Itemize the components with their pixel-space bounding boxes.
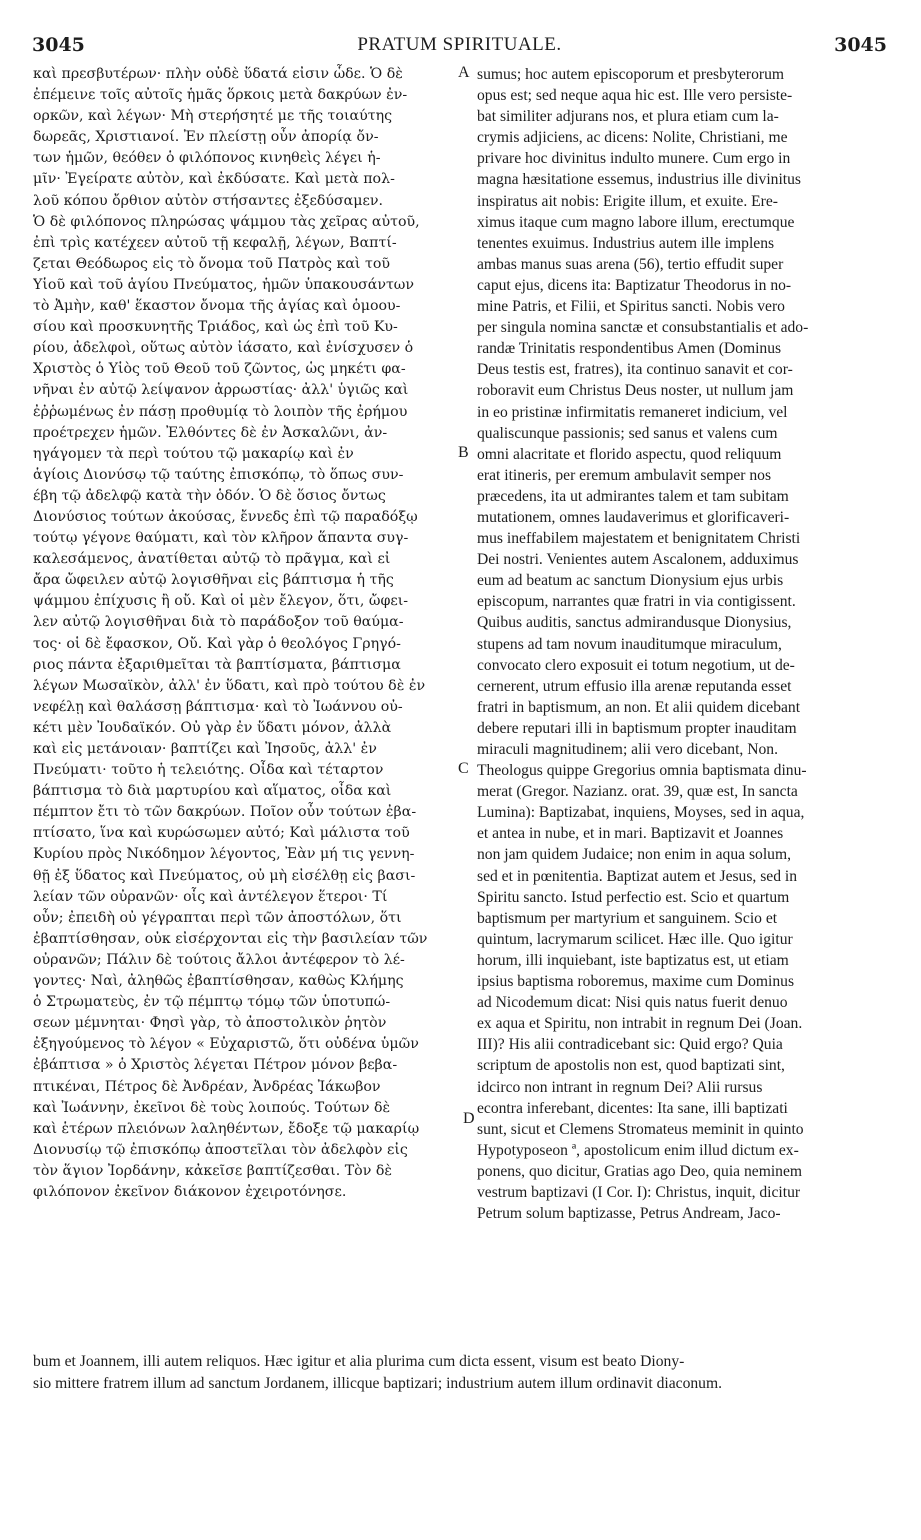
- greek-text-line: οὐρανῶν; Πάλιν δὲ τούτοις ἄλλοι ἀντέφερον τὸ λέ-: [33, 951, 405, 968]
- latin-text-line: caput ejus, dicens ita: Baptizatur Theodorus in no-: [477, 276, 792, 294]
- greek-text-line: ἐπὶ τρὶς κατέχεεν αὐτοῦ τῇ κεφαλῇ, λέγων, Βαπτί-: [33, 234, 397, 251]
- latin-text-line: et antea in nube, et in mari. Baptizavit et Joannes: [477, 825, 784, 843]
- latin-text-line: ex aqua et Spiritu, non intrabit in regnum Dei (Joan.: [477, 1015, 803, 1033]
- greek-text-line: ἄρα ὤφειλεν αὐτῷ λογισθῆναι εἰς βάπτισμα ἡ τῆς: [33, 572, 394, 589]
- greek-text-line: ψάμμου ἐπίχυσις ἢ οὔ. Καὶ οἱ μὲν ἔλεγον, ὅτι, ὤφει-: [33, 593, 409, 610]
- latin-text-line: Quibus auditis, sanctus admirandusque Dionysius,: [477, 614, 792, 632]
- latin-text-line: convocato clero exposuit ei totum negotium, ut de-: [477, 656, 795, 674]
- full-width-text: [33, 1351, 909, 1395]
- latin-text-line: bum et Joannem, illi autem reliquos. Hæc igitur et alia plurima cum dicta essent, visum est beato Diony-: [33, 1353, 685, 1370]
- greek-text-line: ζεται Θεόδωρος εἰς τὸ ὄνομα τοῦ Πατρὸς καὶ τοῦ: [33, 255, 391, 272]
- greek-text-line: ηγάγομεν τὰ περὶ τούτου τῷ μακαρίῳ καὶ ἐν: [33, 445, 354, 462]
- latin-text-line: horum, illi inquiebant, iste baptizatus est, ut etiam: [477, 951, 789, 969]
- latin-text-line: cernerent, utrum effusio illa arenæ reputanda esset: [477, 677, 792, 695]
- latin-text-line: ipsius baptisma roboremus, maxime cum Dominus: [477, 973, 795, 991]
- greek-text-line: λοῦ κόπου ὄρθιον αὐτὸν στήσαντες ἐξεδύσαμεν.: [33, 192, 383, 209]
- greek-text-line: ορκῶν, καὶ λέγων· Μὴ στερήσητέ με τῆς τοιαύτης: [33, 108, 393, 125]
- greek-text-line: σίου καὶ προσκυνητῆς Τριάδος, καὶ ὡς ἐπὶ τοῦ Κυ-: [33, 319, 398, 336]
- latin-text-line: ambas manus suas arena (56), tertio effudit super: [477, 255, 784, 273]
- latin-text-line: vestrum baptizavi (I Cor. I): Christus, inquit, dicitur: [477, 1183, 801, 1201]
- latin-text-line: inspiratus ait nobis: Erigite illum, et exuite. Ere-: [477, 192, 778, 210]
- greek-text-line: τούτῳ γέγονε θαύματι, καὶ τὸν κλῆρον ἅπαντα συγ-: [33, 530, 409, 547]
- page-number-left: 3045: [32, 34, 85, 56]
- latin-text-line: Hypotyposeon ª, apostolicum enim illud dictum ex-: [477, 1141, 799, 1159]
- greek-text-line: πτικέναι, Πέτρος δὲ Ἀνδρέαν, Ἀνδρέας Ἰάκωβον: [33, 1078, 381, 1095]
- latin-text-line: idcirco non intrant in regnum Dei? Alii rursus: [477, 1078, 763, 1096]
- greek-text-line: πέμπτον ἔτι τὸ τῶν δακρύων. Ποῖον οὖν τούτων ἐβα-: [33, 804, 417, 821]
- greek-text-line: λέγων Μωσαϊκὸν, ἀλλ' ἐν ὕδατι, καὶ πρὸ τούτου δὲ ἐν: [33, 677, 426, 694]
- greek-text-line: καὶ πρεσβυτέρων· πλὴν οὐδὲ ὕδατά εἰσιν ὧδε. Ὁ δὲ: [33, 66, 403, 82]
- greek-text-line: λεν αὐτῷ λογισθῆναι διὰ τὸ παράδοξον τοῦ θαύμα-: [33, 614, 404, 631]
- latin-text-line: mutationem, omnes laudaverimus et glorificaveri-: [477, 508, 790, 526]
- greek-text-line: οὖν; ἐπειδὴ οὐ γέγραπται περὶ τῶν ἀποστόλων, ὅτι: [33, 909, 402, 926]
- latin-text-line: eum ad beatum ac sanctum Dionysium ejus urbis: [477, 572, 784, 590]
- page-number-right: 3045: [834, 34, 887, 56]
- greek-text-line: λείαν τῶν οὐρανῶν· οἷς καὶ ἀντέλεγον ἕτεροι· Τί: [33, 888, 388, 905]
- latin-text-line: randæ Trinitatis respondentibus Amen (Dominus: [477, 340, 782, 358]
- greek-text-line: τος· οἱ δὲ ἔφασκον, Οὔ. Καὶ γὰρ ὁ θεολόγος Γρηγό-: [33, 635, 401, 652]
- section-marker-d: D: [463, 1110, 475, 1127]
- greek-text-line: Διονυσίῳ τῷ ἐπισκόπῳ ἀποστεῖλαι τὸν ἀδελφὸν εἰς: [33, 1141, 408, 1158]
- latin-text-line: Lumina): Baptizabat, inquiens, Moyses, sed in aqua,: [477, 804, 805, 822]
- greek-text-line: Κυρίου πρὸς Νικόδημον λέγοντος, Ἐὰν μή τις γεννη-: [33, 846, 415, 863]
- greek-text-line: ρίου, ἀδελφοὶ, οὕτως αὐτὸν ἰάσατο, καὶ ἐνίσχυσεν ὁ: [33, 340, 414, 357]
- latin-column: [477, 64, 909, 1364]
- greek-text-line: πτίσατο, ἵνα καὶ κυρώσωμεν αὐτό; Καὶ μάλιστα τοῦ: [33, 825, 410, 842]
- greek-text-line: προέτρεχεν ἡμῶν. Ἐλθόντες δὲ ἐν Ἀσκαλῶνι, ἀν-: [33, 424, 388, 441]
- latin-text-line: sio mittere fratrem illum ad sanctum Jordanem, illicque baptizari; industrium autem illum ordinavit diaconum.: [33, 1375, 722, 1392]
- greek-text-line: ἐπέμεινε τοῖς αὐτοῖς ἡμᾶς ὅρκοις μετὰ δακρύων ἐν-: [33, 87, 408, 104]
- section-marker-c: C: [458, 760, 469, 777]
- greek-text-line: φιλόπονον ἐκεῖνον διάκονον ἐχειροτόνησε.: [33, 1183, 347, 1200]
- greek-text-line: καλεσάμενος, ἀνατίθεται αὐτῷ τὸ πρᾶγμα, καὶ εἰ: [33, 551, 391, 568]
- greek-text-line: Ὁ δὲ φιλόπονος πληρώσας ψάμμου τὰς χεῖρας αὐτοῦ,: [33, 213, 420, 230]
- latin-text-line: III)? His alii contradicebant sic: Quid ergo? Quia: [477, 1036, 783, 1054]
- latin-text-line: erat itineris, per eremum ambulavit semper nos: [477, 466, 772, 484]
- latin-text-line: non jam quidem Judaice; non enim in aqua solum,: [477, 846, 791, 864]
- greek-text-line: ἐῤῥωμένως ἐν πάσῃ προθυμίᾳ τὸ λοιπὸν τῆς ἐρήμου: [33, 403, 408, 420]
- latin-text-line: magna hæsitatione essemus, industrius ille divinitus: [477, 171, 801, 189]
- latin-text-line: ximus itaque cum magno labore illum, erectumque: [477, 213, 795, 231]
- latin-text-line: roboravit eum Christus Deus noster, ut nullum jam: [477, 382, 794, 400]
- latin-text-line: mine Patris, et Filii, et Spiritus sancti. Nobis vero: [477, 298, 785, 316]
- latin-text-line: Dei nostri. Venientes autem Ascalonem, adduximus: [477, 551, 799, 569]
- latin-text-line: Theologus quippe Gregorius omnia baptismata dinu-: [477, 762, 807, 780]
- latin-text-line: baptismum per martyrium et sanguinem. Scio et: [477, 909, 778, 927]
- latin-text-line: mus ineffabilem majestatem et benignitatem Christi: [477, 530, 801, 548]
- latin-text-line: ponens, quo dicitur, Gratias ago Deo, quia neminem: [477, 1162, 803, 1180]
- latin-text-line: sumus; hoc autem episcoporum et presbyterorum: [477, 66, 785, 83]
- latin-text-line: privare hoc divinitus indulto munere. Cum ergo in: [477, 150, 791, 168]
- greek-text-line: νεφέλῃ καὶ θαλάσσῃ βάπτισμα· καὶ τὸ Ἰωάννου οὐ-: [33, 698, 403, 715]
- greek-text-line: καὶ Ἰωάννην, ἐκεῖνοι δὲ τοὺς λοιπούς. Τούτων δὲ: [33, 1099, 391, 1116]
- latin-text-line: qualiscunque passionis; sed sanus et valens cum: [477, 424, 778, 442]
- greek-text-line: γοντες· Ναὶ, ἀληθῶς ἐβαπτίσθησαν, καθὼς Κλήμης: [33, 973, 404, 990]
- latin-text-line: præcedens, ita ut admirantes talem et tam subitam: [477, 487, 789, 505]
- latin-text-line: Spiritu sancto. Istud perfectio est. Scio et quartum: [477, 888, 790, 906]
- latin-text-line: econtra inferebant, dicentes: Ita sane, illi baptizati: [477, 1099, 788, 1117]
- page-header: [32, 34, 887, 58]
- latin-text-line: ad Nicodemum dicat: Nisi quis natus fuerit denuo: [477, 994, 788, 1012]
- latin-text-line: sunt, sicut et Clemens Stromateus meminit in quinto: [477, 1120, 804, 1138]
- section-marker-b: B: [458, 444, 469, 461]
- latin-text-line: episcopum, narrantes quæ fratri in via contigissent.: [477, 593, 796, 611]
- latin-text-line: Petrum solum baptizasse, Petrus Andream, Jaco-: [477, 1205, 781, 1223]
- running-title: PRATUM SPIRITUALE.: [357, 34, 562, 55]
- latin-text-line: sed et in pœnitentia. Baptizat autem et Jesus, sed in: [477, 867, 798, 885]
- greek-text-line: Υἱοῦ καὶ τοῦ ἁγίου Πνεύματος, ἡμῶν ὑπακουσάντων: [33, 276, 414, 293]
- greek-text-line: δωρεᾶς, Χριστιανοί. Ἐν πλείστῃ οὖν ἀπορίᾳ ὄν-: [33, 129, 379, 146]
- greek-text-line: έβη τῷ ἀδελφῷ κατὰ τὴν ὁδόν. Ὁ δὲ ὅσιος ὄντως: [33, 487, 386, 504]
- greek-text-line: καὶ ἑτέρων πλειόνων λαληθέντων, ἔδοξε τῷ μακαρίῳ: [33, 1120, 420, 1137]
- latin-text-line: scriptum de apostolis non est, quod baptizati sint,: [477, 1057, 785, 1075]
- greek-text-line: βάπτισμα τὸ διὰ μαρτυρίου καὶ αἵματος, οἶδα καὶ: [33, 783, 392, 800]
- latin-text-line: bat similiter adjurans nos, et plura etiam cum la-: [477, 108, 779, 126]
- latin-text-line: per singula nomina sanctæ et consubstantialis et ado-: [477, 319, 809, 337]
- latin-text-line: miraculi magnitudinem; alii vero dicebant, Non.: [477, 741, 778, 758]
- section-marker-a: A: [458, 64, 470, 81]
- latin-text-line: stupens ad tam novum inauditumque miraculum,: [477, 635, 782, 653]
- greek-column: [33, 64, 458, 1364]
- greek-text-line: τὸ Ἀμὴν, καθ' ἕκαστον ὄνομα τῆς ἁγίας καὶ ὁμοου-: [33, 298, 401, 315]
- greek-text-line: ριος πάντα ἐξαριθμεῖται τὰ βαπτίσματα, βάπτισμα: [33, 656, 401, 673]
- greek-text-line: ἁγίοις Διονύσῳ τῷ ταύτης ἐπισκόπῳ, τὸ ὅπως συν-: [33, 466, 404, 483]
- greek-text-line: καὶ εἰς μετάνοιαν· βαπτίζει καὶ Ἰησοῦς, ἀλλ' ἐν: [33, 741, 377, 757]
- greek-text-line: Χριστὸς ὁ Υἱὸς τοῦ Θεοῦ τοῦ ζῶντος, ὡς μηκέτι φα-: [33, 361, 406, 378]
- greek-text-line: Πνεύματι· τοῦτο ἡ τελειότης. Οἶδα καὶ τέταρτον: [33, 762, 384, 779]
- greek-text-line: ἐβάπτισα » ὁ Χριστὸς λέγεται Πέτρον μόνον βεβα-: [33, 1057, 398, 1074]
- greek-text-line: ὁ Στρωματεὺς, ἐν τῷ πέμπτῳ τόμῳ τῶν ὑποτυπώ-: [33, 994, 391, 1011]
- greek-text-line: των ἡμῶν, θεόθεν ὁ φιλόπονος κινηθεὶς λέγει ἡ-: [33, 150, 381, 167]
- latin-text-line: Deus testis est, fratres), ita continuo sanavit et cor-: [477, 361, 793, 379]
- latin-text-line: in eo pristinæ infirmitatis remaneret indicium, vel: [477, 403, 788, 421]
- latin-text-line: opus est; sed neque aqua hic est. Ille vero persiste-: [477, 87, 793, 105]
- latin-text-line: crymis adjiciens, ac dicens: Nolite, Christiani, me: [477, 129, 788, 147]
- latin-text-line: omni alacritate et florido aspectu, quod reliquum: [477, 445, 782, 463]
- greek-text-line: ἐβαπτίσθησαν, οὐκ εἰσέρχονται εἰς τὴν βασιλείαν τῶν: [33, 930, 428, 947]
- greek-text-line: σεων μέμνηται· Φησὶ γὰρ, τὸ ἀποστολικὸν ῥητὸν: [33, 1015, 387, 1032]
- greek-text-line: ἐξηγούμενος τὸ λέγον « Εὐχαριστῶ, ὅτι οὐδένα ὑμῶν: [33, 1036, 419, 1053]
- greek-text-line: κέτι μὲν Ἰουδαϊκόν. Οὐ γὰρ ἐν ὕδατι μόνον, ἀλλὰ: [33, 719, 392, 736]
- greek-text-line: νῆναι ἐν αὐτῷ λείψανον ἀρρωστίας· ἀλλ' ὑγιῶς καὶ: [33, 382, 409, 399]
- greek-text-line: μῖν· Ἐγείρατε αὐτὸν, καὶ ἐκδύσατε. Καὶ μετὰ πολ-: [33, 171, 395, 188]
- latin-text-line: debere reputari illi in baptismum propter inauditam: [477, 719, 797, 737]
- greek-text-line: θῇ ἐξ ὕδατος καὶ Πνεύματος, οὐ μὴ εἰσέλθῃ εἰς βασι-: [33, 867, 416, 884]
- greek-text-line: τὸν ἅγιον Ἰορδάνην, κἀκεῖσε βαπτίζεσθαι. Τὸν δὲ: [33, 1162, 393, 1179]
- greek-text-line: Διονύσιος τούτων ἀκούσας, ἔννεδς ἐπὶ τῷ παραδόξῳ: [33, 508, 418, 525]
- latin-text-line: quintum, lacrymarum scilicet. Hæc ille. Quo igitur: [477, 930, 793, 948]
- latin-text-line: tenentes exuimus. Industrius autem ille implens: [477, 234, 775, 252]
- latin-text-line: fratri in baptismum, an non. Et alii quidem dicebant: [477, 698, 801, 716]
- latin-text-line: merat (Gregor. Nazianz. orat. 39, quæ est, In sancta: [477, 783, 798, 801]
